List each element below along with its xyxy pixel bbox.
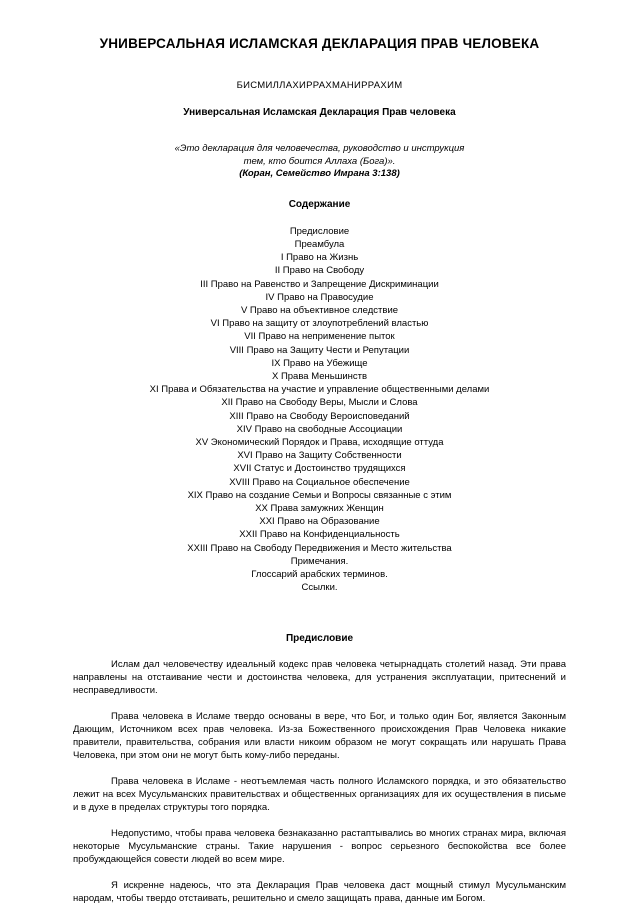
preface-paragraph: Права человека в Исламе - неотъемлемая часть полного Исламского порядка, и это обязательство лежит на всех Мусульманских правительствах и общественных организациях для их осуществления в письме и в духе в пределах структуры того порядка. [73, 776, 566, 814]
toc-line: Предисловие [289, 225, 350, 237]
toc-line: XXII Право на Конфиденциальность [239, 529, 400, 541]
toc-line: XIX Право на создание Семьи и Вопросы связанные с этим [187, 489, 452, 501]
contents-heading: Содержание [288, 198, 351, 210]
preface-paragraph: Недопустимо, чтобы права человека безнаказанно растаптывались во многих странах мира, включая некоторые Мусульманские страны. Такие нарушения - вопрос серьезного беспокойства все более пробуждающейся совести людей во всем мире. [73, 828, 566, 866]
toc-line: II Право на Свободу [274, 265, 365, 277]
toc-line: XVII Статус и Достоинство трудящихся [233, 463, 406, 475]
quran-epigraph [73, 143, 566, 181]
toc-line: XIV Право на свободные Ассоциации [236, 423, 403, 435]
table-of-contents [73, 225, 566, 595]
toc-line: XVIII Право на Социальное обеспечение [229, 476, 410, 488]
toc-line: V Право на объективное следствие [240, 304, 399, 316]
toc-line: Ссылки. [301, 582, 338, 594]
document-title: УНИВЕРСАЛЬНАЯ ИСЛАМСКАЯ ДЕКЛАРАЦИЯ ПРАВ ЧЕЛОВЕКА [99, 36, 540, 51]
preface-paragraphs [73, 658, 566, 905]
document-subtitle: Универсальная Исламская Декларация Прав человека [183, 107, 456, 119]
epigraph-line-2: тем, кто боится Аллаха (Бога)». [243, 155, 396, 167]
toc-line: Примечания. [290, 555, 349, 567]
preface-paragraph: Я искренне надеюсь, что эта Декларация Прав человека даст мощный стимул Мусульманским народам, чтобы твердо отстаивать, решительно и смело защищать права, данные им Богом. [73, 880, 566, 905]
toc-line: Преамбула [294, 238, 345, 250]
toc-line: XI Права и Обязательства на участие и управление общественными делами [149, 384, 490, 396]
toc-line: VI Право на защиту от злоупотреблений властью [210, 318, 429, 330]
toc-line: III Право на Равенство и Запрещение Дискриминации [200, 278, 439, 290]
toc-line: XIII Право на Свободу Вероисповеданий [229, 410, 410, 422]
epigraph-source: (Коран, Семейство Имрана 3:138) [239, 168, 400, 180]
toc-line: VII Право на неприменение пыток [244, 331, 395, 343]
toc-line: XVI Право на Защиту Собственности [237, 450, 402, 462]
toc-line: IV Право на Правосудие [265, 291, 374, 303]
toc-line: XXIII Право на Свободу Передвижения и Место жительства [187, 542, 452, 554]
toc-line: X Права Меньшинств [271, 370, 368, 382]
toc-line: XII Право на Свободу Веры, Мысли и Слова [221, 397, 418, 409]
toc-line: XXI Право на Образование [259, 516, 380, 528]
epigraph-line-1: «Это декларация для человечества, руководство и инструкция [174, 143, 465, 155]
toc-line: XX Права замужних Женщин [255, 502, 384, 514]
toc-line: IX Право на Убежище [271, 357, 368, 369]
toc-line: I Право на Жизнь [280, 252, 359, 264]
preface-paragraph: Ислам дал человечеству идеальный кодекс прав человека четырнадцать столетий назад. Эти права направлены на отстаивание чести и достоинства человека, для устранения эксплуатации, притеснений и несправедливости. [73, 659, 566, 697]
bismillah-line: БИСМИЛЛАХИРРАХМАНИРРАХИМ [236, 80, 403, 92]
toc-line: Глоссарий арабских терминов. [251, 568, 388, 580]
toc-line: VIII Право на Защиту Чести и Репутации [229, 344, 410, 356]
preface-heading: Предисловие [285, 633, 354, 645]
toc-line: XV Экономический Порядок и Права, исходящие оттуда [195, 436, 444, 448]
preface-paragraph: Права человека в Исламе твердо основаны в вере, что Бог, и только один Бог, является Законным Дающим, Источником всех прав человека. Из-за Божественного происхождения Прав Человека никакие правители, правительства, собрания или власти никоим образом не могут сокращать или нарушать Права Человека, при этом они не могут быть кому-либо переданы. [73, 711, 566, 762]
